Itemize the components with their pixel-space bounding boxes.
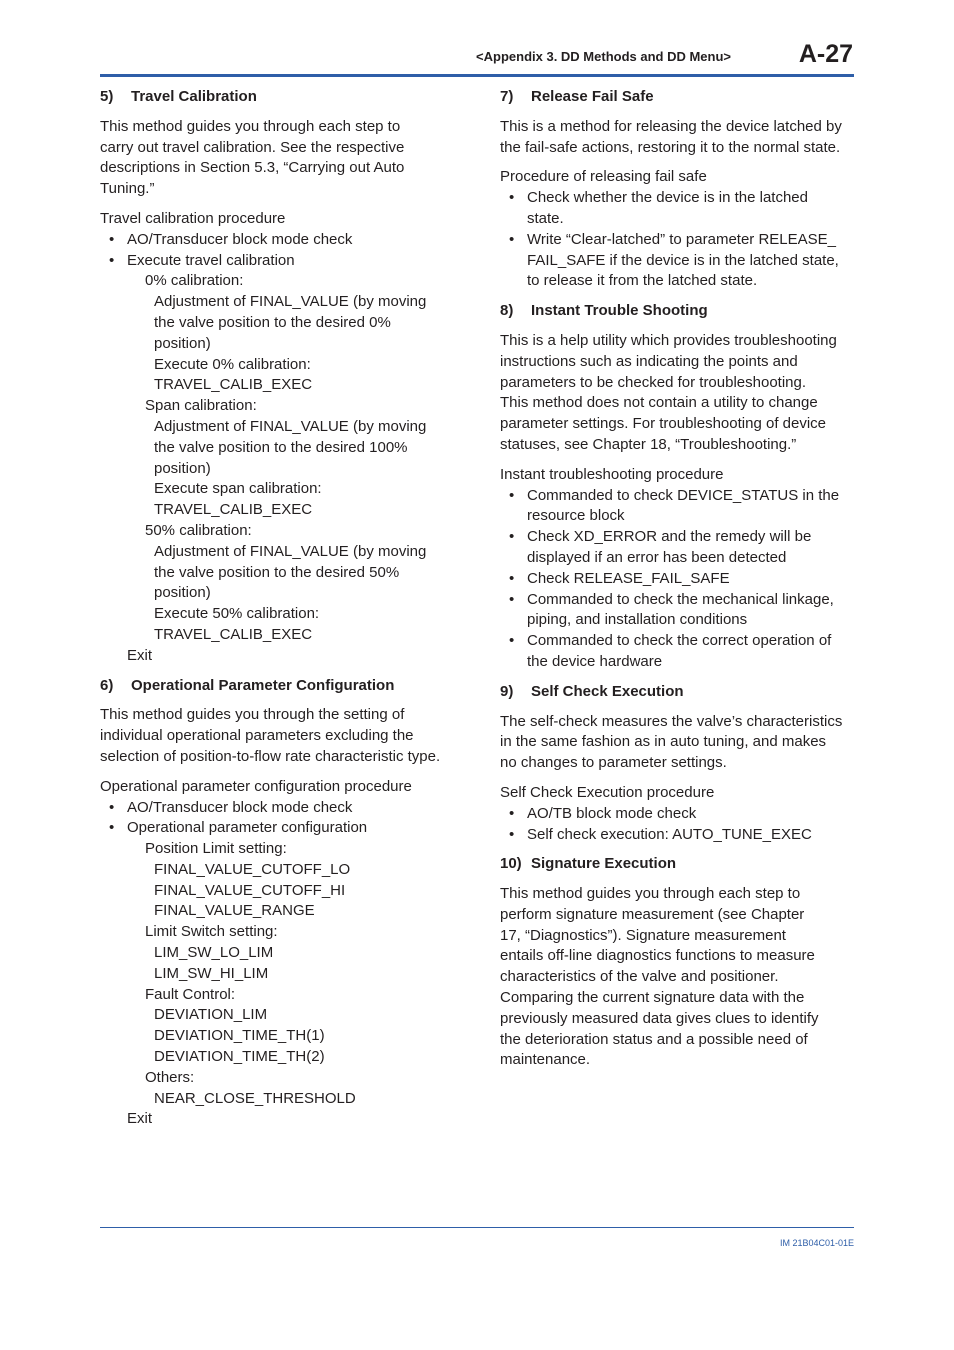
sub-step-line: position) — [154, 459, 211, 477]
list-item — [100, 251, 460, 272]
list-item — [500, 825, 860, 846]
text-line: characteristics of the valve and positioner. — [500, 968, 779, 986]
left-column — [100, 87, 460, 1130]
text-line: 17, “Diagnostics”). Signature measurement — [500, 926, 786, 944]
list-item-line: Commanded to check the correct operation of — [527, 632, 832, 650]
list-item-text: Operational parameter configuration — [127, 819, 368, 837]
parameter-name: NEAR_CLOSE_THRESHOLD — [154, 1089, 356, 1107]
page-number: A-27 — [798, 40, 853, 68]
header-rule — [100, 74, 854, 77]
text-line: This method guides you through the setting of — [100, 706, 405, 724]
list-item-line: the device hardware — [527, 652, 663, 670]
section-heading — [500, 87, 860, 108]
sub-step-line: position) — [154, 584, 211, 602]
sub-step-label: Limit Switch setting: — [145, 923, 278, 941]
list-item-line: Commanded to check DEVICE_STATUS in the — [527, 486, 840, 504]
list-item — [500, 631, 860, 673]
section-heading — [500, 301, 860, 322]
sub-step-line: Adjustment of FINAL_VALUE (by moving — [154, 542, 427, 560]
text-line: no changes to parameter settings. — [500, 754, 727, 772]
parameter-name: DEVIATION_TIME_TH(1) — [154, 1027, 325, 1045]
text-line: This is a help utility which provides troubleshooting — [500, 331, 837, 349]
parameter-name: DEVIATION_TIME_TH(2) — [154, 1048, 325, 1066]
procedure-label: Instant troubleshooting procedure — [500, 465, 724, 483]
text-line: perform signature measurement (see Chapter — [500, 905, 805, 923]
procedure-label: Operational parameter configuration procedure — [100, 777, 412, 795]
list-item-line: piping, and installation conditions — [527, 611, 748, 629]
text-line: Tuning.” — [100, 180, 155, 198]
procedure-label: Travel calibration procedure — [100, 209, 286, 227]
list-item-line: AO/TB block mode check — [527, 804, 697, 822]
text-line: the deterioration status and a possible need of — [500, 1030, 808, 1048]
list-item — [500, 486, 860, 528]
section-number: 7) — [500, 88, 514, 105]
section-number: 9) — [500, 682, 514, 700]
section-number: 8) — [500, 302, 514, 320]
text-line: This method does not contain a utility to change — [500, 394, 818, 412]
paragraph — [500, 884, 860, 1071]
section-title: Signature Execution — [531, 855, 677, 873]
section-heading — [500, 682, 860, 703]
procedure-label: Procedure of releasing fail safe — [500, 168, 707, 186]
section-title: Travel Calibration — [131, 88, 257, 105]
list-item-line: Check XD_ERROR and the remedy will be — [527, 528, 812, 546]
sub-step-label: Others: — [145, 1068, 195, 1086]
sub-step-label: Span calibration: — [145, 397, 257, 415]
parameter-name: FINAL_VALUE_CUTOFF_LO — [154, 860, 351, 878]
text-line: maintenance. — [500, 1051, 591, 1069]
bullet-icon: • — [509, 569, 515, 587]
list-item-line: resource block — [527, 507, 625, 525]
sub-step-label: Fault Control: — [145, 985, 236, 1003]
paragraph — [500, 712, 860, 774]
text-line: in the same fashion as in auto tuning, and makes — [500, 733, 827, 751]
bullet-icon: • — [509, 189, 515, 207]
exit-label: Exit — [127, 1110, 153, 1128]
section-title: Operational Parameter Configuration — [131, 676, 395, 694]
sub-step-line: Execute 0% calibration: — [154, 355, 311, 373]
list-item-line: Self check execution: AUTO_TUNE_EXEC — [527, 825, 812, 843]
bullet-icon: • — [509, 486, 515, 504]
sub-step-line: TRAVEL_CALIB_EXEC — [154, 376, 313, 394]
list-item-line: state. — [527, 209, 564, 227]
bullet-list — [100, 230, 460, 272]
bullet-icon: • — [509, 590, 515, 608]
text-line: This is a method for releasing the device latched by — [500, 117, 842, 135]
sub-step-line: the valve position to the desired 0% — [154, 313, 391, 331]
text-line: parameters to be checked for troubleshooting. — [500, 373, 807, 391]
sub-step-line: Execute 50% calibration: — [154, 605, 320, 623]
footer-rule — [100, 1227, 854, 1228]
document-id: IM 21B04C01-01E — [779, 1238, 854, 1248]
list-item-line: Check RELEASE_FAIL_SAFE — [527, 569, 730, 587]
list-item — [100, 230, 460, 251]
section-title: Instant Trouble Shooting — [531, 302, 708, 320]
parameter-name: FINAL_VALUE_CUTOFF_HI — [154, 881, 346, 899]
paragraph — [500, 117, 860, 159]
bullet-list — [500, 486, 860, 673]
bullet-icon: • — [109, 230, 115, 248]
sub-step-label: 0% calibration: — [145, 272, 244, 290]
text-line: individual operational parameters excluding the — [100, 727, 414, 745]
bullet-icon: • — [509, 804, 515, 822]
list-item — [500, 804, 860, 825]
text-line: This method guides you through each step to — [500, 885, 801, 903]
list-item — [500, 569, 860, 590]
list-item — [500, 527, 860, 569]
sub-step-line: position) — [154, 334, 211, 352]
list-item-text: AO/Transducer block mode check — [127, 798, 353, 816]
sub-step-line: the valve position to the desired 50% — [154, 563, 400, 581]
paragraph — [100, 117, 460, 200]
section-number: 10) — [500, 855, 522, 873]
list-item-line: displayed if an error has been detected — [527, 548, 787, 566]
procedure-label: Self Check Execution procedure — [500, 783, 715, 801]
section-heading — [100, 87, 460, 108]
bullet-icon: • — [509, 632, 515, 650]
list-item — [500, 590, 860, 632]
bullet-icon: • — [509, 528, 515, 546]
parameter-name: LIM_SW_HI_LIM — [154, 964, 269, 982]
text-line: selection of position-to-flow rate characteristic type. — [100, 747, 441, 765]
bullet-list — [500, 804, 860, 846]
section-heading — [100, 676, 460, 697]
list-item-line: to release it from the latched state. — [527, 272, 758, 290]
bullet-icon: • — [509, 230, 515, 248]
text-line: Comparing the current signature data with the — [500, 989, 805, 1007]
sub-step-line: TRAVEL_CALIB_EXEC — [154, 501, 313, 519]
exit-label: Exit — [127, 646, 153, 664]
text-line: the fail-safe actions, restoring it to the normal state. — [500, 138, 841, 156]
paragraph — [100, 705, 460, 767]
header-title: <Appendix 3. DD Methods and DD Menu> — [476, 49, 731, 64]
parameter-name: LIM_SW_LO_LIM — [154, 944, 274, 962]
parameter-name: DEVIATION_LIM — [154, 1006, 268, 1024]
parameter-name: FINAL_VALUE_RANGE — [154, 902, 315, 920]
paragraph — [500, 331, 860, 456]
section-title: Release Fail Safe — [531, 88, 654, 105]
list-item-text: AO/Transducer block mode check — [127, 230, 353, 248]
list-item-line: Write “Clear-latched” to parameter RELEASE_ — [527, 230, 837, 248]
text-line: carry out travel calibration. See the respective — [100, 138, 405, 156]
sub-step-line: the valve position to the desired 100% — [154, 438, 408, 456]
section-number: 5) — [100, 88, 114, 105]
sub-step-line: Adjustment of FINAL_VALUE (by moving — [154, 293, 427, 311]
section-number: 6) — [100, 676, 114, 694]
bullet-icon: • — [109, 251, 115, 269]
list-item-line: FAIL_SAFE if the device is in the latched state, — [527, 251, 839, 269]
bullet-list — [100, 798, 460, 840]
text-line: instructions such as indicating the points and — [500, 352, 798, 370]
section-heading — [500, 854, 860, 875]
bullet-icon: • — [109, 798, 115, 816]
list-item-line: Commanded to check the mechanical linkage, — [527, 590, 834, 608]
sub-step-label: Position Limit setting: — [145, 840, 287, 858]
section-title: Self Check Execution — [531, 682, 684, 700]
text-line: statuses, see Chapter 18, “Troubleshooting.” — [500, 435, 797, 453]
bullet-icon: • — [509, 825, 515, 843]
list-item — [500, 230, 860, 292]
right-column — [500, 87, 860, 1080]
text-line: entails off-line diagnostics functions to measure — [500, 947, 815, 965]
sub-step-line: Adjustment of FINAL_VALUE (by moving — [154, 417, 427, 435]
sub-step-label: 50% calibration: — [145, 521, 252, 539]
bullet-list — [500, 188, 860, 292]
bullet-icon: • — [109, 819, 115, 837]
list-item-line: Check whether the device is in the latched — [527, 189, 808, 207]
sub-step-line: TRAVEL_CALIB_EXEC — [154, 625, 313, 643]
sub-step-line: Execute span calibration: — [154, 480, 322, 498]
text-line: parameter settings. For troubleshooting of device — [500, 415, 827, 433]
text-line: The self-check measures the valve’s characteristics — [500, 712, 843, 730]
list-item-text: Execute travel calibration — [127, 251, 295, 269]
text-line: previously measured data gives clues to identify — [500, 1009, 819, 1027]
text-line: This method guides you through each step to — [100, 117, 401, 135]
list-item — [100, 798, 460, 819]
text-line: descriptions in Section 5.3, “Carrying out Auto — [100, 159, 405, 177]
list-item — [500, 188, 860, 230]
list-item — [100, 818, 460, 839]
